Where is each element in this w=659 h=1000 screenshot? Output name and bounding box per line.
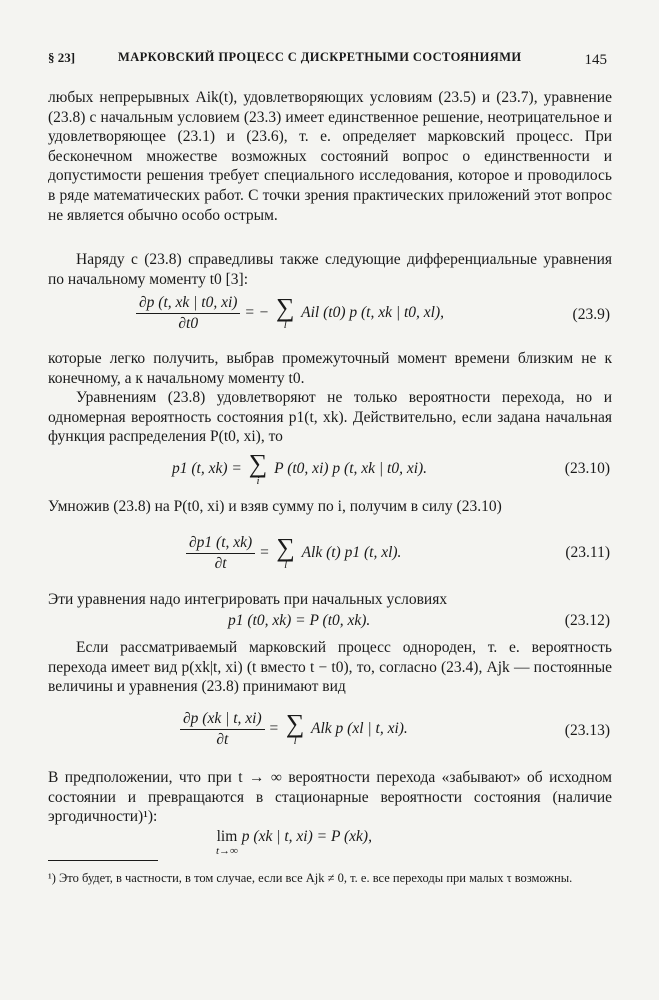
sum-symbol: ∑ l [285,709,305,747]
paragraph-ergodicity: В предположении, что при t → ∞ вероятности перехода «забывают» об исходном состоянии и превращаются в стационарные вероятности состояния (наличие эргодичности)¹): [48,769,612,826]
sum-symbol: ∑ l [276,533,295,571]
fraction: $\frac{\partial p1 (t, xk)}{\partial t}$ [186,534,255,573]
paragraph-continuation: любых непрерывных Aik(t), удовлетворяющих условиям (23.5) и (23.7), уравнение (23.8) с начальным условием (23.3) имеет единственное решение, неотрицательное и удовлетворяющее (23.1) и (23.6), т. е. определяет марковский процесс. При бесконечном множестве возможных состояний вопрос о единственности и допустимости решения требует специального исследования, которое и проводилось в ряде математических работ. С точки зрения практических приложений этот вопрос не является обычно особо острым. [48,89,612,224]
paragraph-derivation: которые легко получить, выбрав промежуточный момент времени близким не к конечному, а к начальному моменту t0. [48,350,612,387]
paragraph-homogeneous: Если рассматриваемый марковский процесс однороден, т. е. вероятность перехода имеет вид p(xk|t, xi) (t вместо t − t0), то, согласно (23.4), Ajk — постоянные величины и уравнения (23.8) принимают вид [48,639,612,696]
equation-number: (23.9) [572,306,610,323]
sum-symbol: ∑ i [248,449,268,487]
running-title: МАРКОВСКИЙ ПРОЦЕСС С ДИСКРЕТНЫМИ СОСТОЯНИЯМИ [118,50,522,64]
equation-number: (23.12) [564,612,610,629]
equation-limit: lim t→∞ p (xk | t, xi) = P (xk), [216,828,372,857]
fraction: $\frac{\partial p (xk | t, xi)}{\partial t}$ [180,710,265,749]
paragraph-initial-conditions: Эти уравнения надо интегрировать при начальных условиях [48,591,448,608]
equation-number: (23.10) [564,460,610,477]
paragraph-multiply: Умножив (23.8) на P(t0, xi) и взяв сумму по i, получим в силу (23.10) [48,498,502,515]
equation-23-9: $\frac{\partial p (t, xk | t0, xi)}{\partial t0}$ = − ∑ l Ail (t0) p (t, xk | t0, xl), (23.9) [48,294,612,338]
footnote: ¹) Это будет, в частности, в том случае, если все Ajk ≠ 0, т. е. все переходы при малых τ возможны. [48,871,573,885]
sum-symbol: ∑ l [275,293,295,331]
fraction: $\frac{\partial p (t, xk | t0, xi)}{\partial t0}$ [136,294,240,333]
equation-23-11: $\frac{\partial p1 (t, xk)}{\partial t}$ = ∑ l Alk (t) p1 (t, xl). (23.11) [48,534,612,578]
equation-23-10: p1 (t, xk) = ∑ i P (t0, xi) p (t, xk | t0, xi). (23.10) [172,449,610,487]
equation-23-12: p1 (t0, xk) = P (t0, xk). (23.12) [228,612,610,629]
footnote-separator [48,860,158,861]
paragraph-initial-moment: Наряду с (23.8) справедливы также следующие дифференциальные уравнения по начальному моменту t0 [3]: [48,251,612,288]
equation-number: (23.11) [565,544,610,561]
equation-23-13: $\frac{\partial p (xk | t, xi)}{\partial t}$ = ∑ l Alk p (xl | t, xi). (23.13) [48,710,612,754]
paragraph-state-probability: Уравнениям (23.8) удовлетворяют не только вероятности перехода, но и одномерная вероятность состояния p1(t, xk). Действительно, если задана начальная функция распределения P(t0, xi), то [48,389,612,446]
equation-number: (23.13) [564,722,610,739]
section-marker: § 23] [48,50,76,65]
page-number: 145 [584,52,607,68]
